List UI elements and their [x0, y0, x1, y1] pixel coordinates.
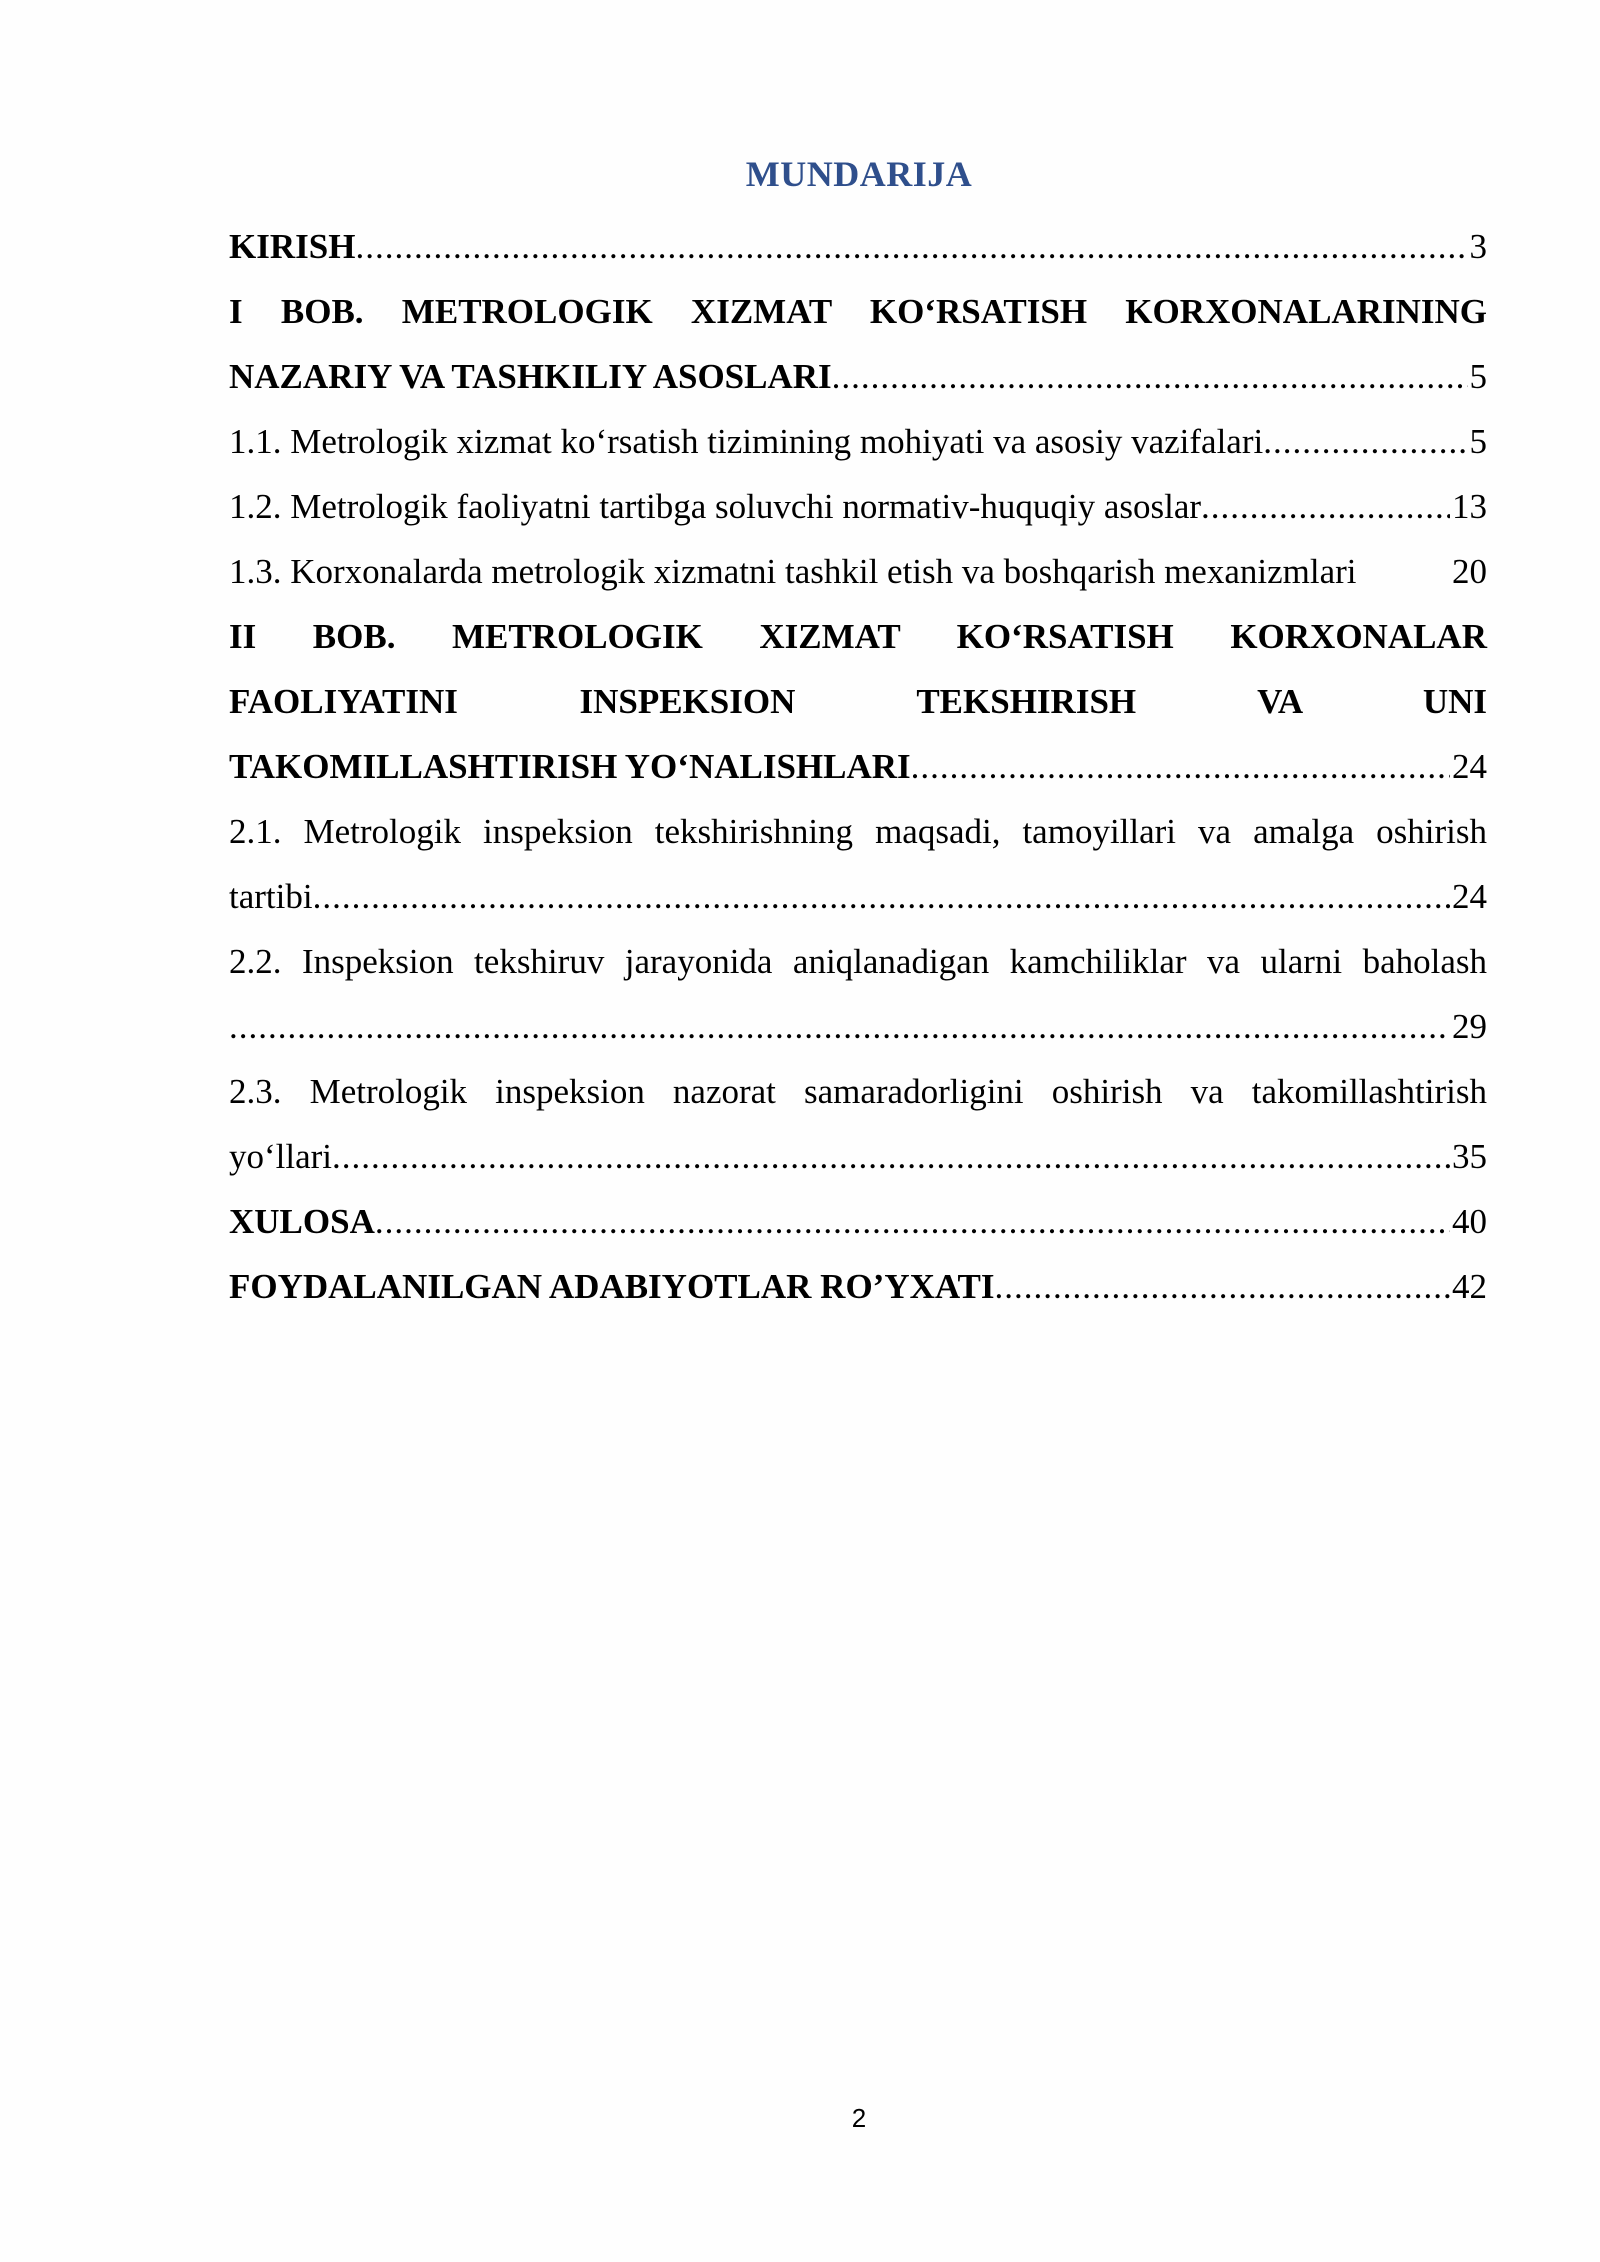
toc-entry-label: 2.3. Metrologik inspeksion nazorat samaradorligini oshirish va takomillashtirish	[229, 1072, 1487, 1111]
toc-page-number: 24	[1452, 747, 1487, 786]
toc-entry-section-2-3[interactable]	[229, 1059, 1487, 1189]
toc-entry-label: KIRISH	[229, 227, 356, 266]
toc-entry-chapter-2[interactable]	[229, 604, 1487, 799]
toc-entry-label: 2.1. Metrologik inspeksion tekshirishning maqsadi, tamoyillari va amalga oshirish	[229, 812, 1487, 851]
dot-leader	[1201, 474, 1450, 539]
toc-page-number: 5	[1469, 422, 1487, 461]
toc-entry-label: FOYDALANILGAN ADABIYOTLAR RO’YXATI	[229, 1267, 995, 1306]
toc-entry-label: 1.3. Korxonalarda metrologik xizmatni tashkil etish va boshqarish mexanizmlari	[229, 552, 1357, 591]
toc-entry-section-1-3[interactable]	[229, 539, 1487, 604]
toc-page-number: 5	[1469, 357, 1487, 396]
toc-page-number: 24	[1452, 877, 1487, 916]
toc-entry-label: II BOB. METROLOGIK XIZMAT KO‘RSATISH KORXONALAR	[229, 617, 1487, 656]
toc-page-number: 29	[1452, 1007, 1487, 1046]
toc-entry-kirish[interactable]	[229, 214, 1487, 279]
page-number: 2	[851, 2103, 867, 2133]
toc-entry-section-1-1[interactable]	[229, 409, 1487, 474]
dot-leader	[355, 214, 1467, 279]
dot-leader	[229, 994, 1450, 1059]
table-of-contents	[229, 214, 1487, 1319]
toc-title: MUNDARIJA	[745, 154, 973, 194]
toc-page-number: 40	[1452, 1202, 1487, 1241]
toc-entry-xulosa[interactable]	[229, 1189, 1487, 1254]
dot-leader	[375, 1189, 1450, 1254]
dot-leader	[911, 734, 1450, 799]
toc-page-number: 20	[1452, 552, 1487, 591]
toc-entry-chapter-1[interactable]	[229, 279, 1487, 409]
toc-page-number: 3	[1469, 227, 1487, 266]
dot-leader	[995, 1254, 1450, 1319]
dot-leader	[313, 864, 1450, 929]
dot-leader	[832, 344, 1468, 409]
toc-entry-label: 1.2. Metrologik faoliyatni tartibga soluvchi normativ-huquqiy asoslar	[229, 487, 1202, 526]
dot-leader	[1263, 409, 1467, 474]
dot-leader	[332, 1124, 1450, 1189]
toc-entry-adabiyotlar[interactable]	[229, 1254, 1487, 1319]
toc-entry-section-2-1[interactable]	[229, 799, 1487, 929]
toc-entry-label: tartibi	[229, 877, 313, 916]
toc-entry-label: NAZARIY VA TASHKILIY ASOSLARI	[229, 357, 832, 396]
toc-entry-label: TAKOMILLASHTIRISH YO‘NALISHLARI	[229, 747, 911, 786]
toc-page-number: 13	[1452, 487, 1487, 526]
toc-entry-label: 2.2. Inspeksion tekshiruv jarayonida aniqlanadigan kamchiliklar va ularni baholash	[229, 942, 1487, 981]
toc-entry-label: FAOLIYATINI INSPEKSION TEKSHIRISH VA UNI	[229, 682, 1487, 721]
toc-entry-section-1-2[interactable]	[229, 474, 1487, 539]
toc-entry-label: XULOSA	[229, 1202, 375, 1241]
toc-entry-label: 1.1. Metrologik xizmat ko‘rsatish tizimining mohiyati va asosiy vazifalari	[229, 422, 1264, 461]
toc-entry-label: I BOB. METROLOGIK XIZMAT KO‘RSATISH KORXONALARINING	[229, 292, 1487, 331]
toc-entry-section-2-2[interactable]	[229, 929, 1487, 1059]
toc-page-number: 35	[1452, 1137, 1487, 1176]
toc-entry-label: yo‘llari	[229, 1137, 333, 1176]
toc-page-number: 42	[1452, 1267, 1487, 1306]
